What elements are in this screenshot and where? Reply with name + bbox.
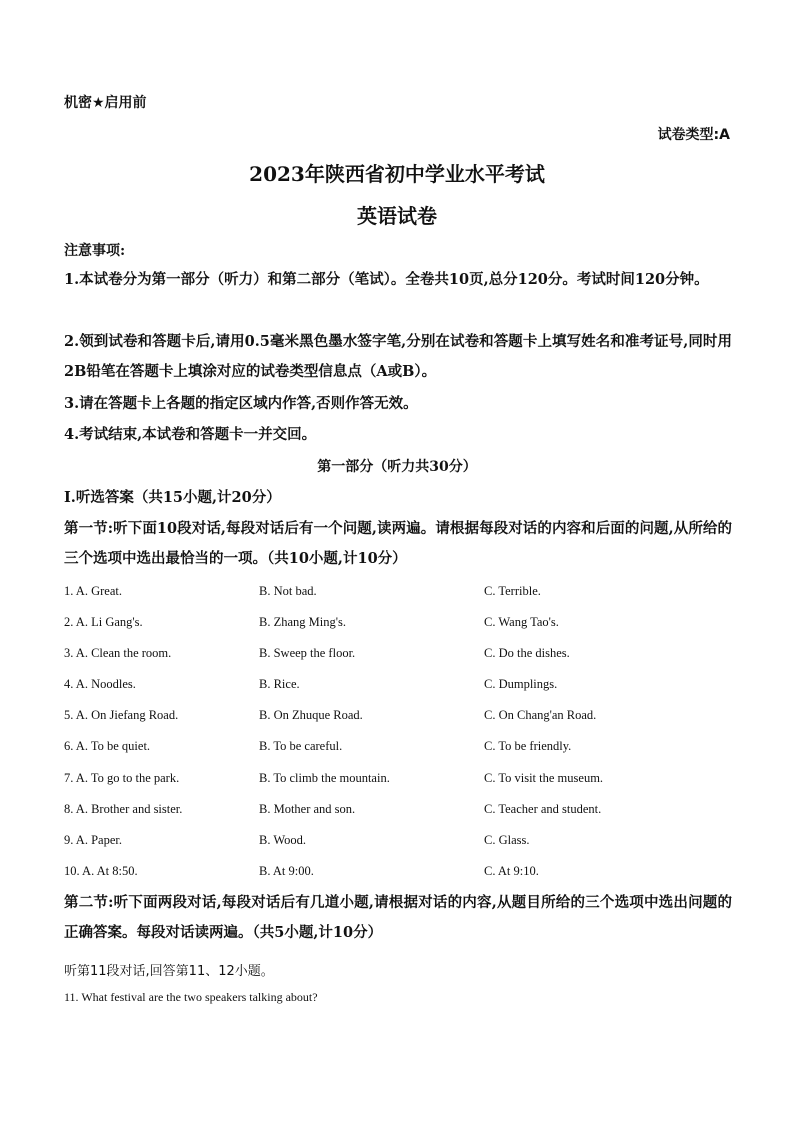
question-option-b: B. To be careful.: [259, 739, 343, 753]
notice-item-4: 4.考试结束,本试卷和答题卡一并交回。: [64, 426, 317, 443]
question-option-c: C. Teacher and student.: [484, 802, 602, 816]
question-option-c: C. Terrible.: [484, 584, 541, 598]
question-option-a: 1. A. Great.: [64, 584, 122, 598]
question-option-a: 4. A. Noodles.: [64, 677, 136, 691]
question-option-a: 8. A. Brother and sister.: [64, 802, 183, 816]
question-option-c: C. Do the dishes.: [484, 646, 570, 660]
notice-item-3: 3.请在答题卡上各题的指定区域内作答,否则作答无效。: [64, 395, 418, 412]
part1-heading: 第一部分（听力共30分）: [317, 459, 477, 475]
question-option-c: C. On Chang'an Road.: [484, 708, 597, 722]
question-option-a: 3. A. Clean the room.: [64, 646, 172, 660]
question-option-b: B. Rice.: [259, 677, 300, 691]
question-option-b: B. To climb the mountain.: [259, 771, 390, 785]
question-option-b: B. Mother and son.: [259, 802, 356, 816]
notice-item-1: 1.本试卷分为第一部分（听力）和第二部分（笔试）。全卷共10页,总分120分。考试时间120分钟。: [64, 271, 709, 288]
exam-title: 2023年陕西省初中学业水平考试: [249, 162, 545, 186]
question-option-b: B. Not bad.: [259, 584, 317, 598]
question-option-c: C. To visit the museum.: [484, 771, 604, 785]
question-11: 11. What festival are the two speakers talking about?: [64, 990, 318, 1004]
question-option-a: 6. A. To be quiet.: [64, 739, 151, 753]
question-option-b: B. On Zhuque Road.: [259, 708, 363, 722]
notice-item-2: 2.领到试卷和答题卡后,请用0.5毫米黑色墨水签字笔,分别在试卷和答题卡上填写姓名和准考证号,同时用2B铅笔在答题卡上填涂对应的试卷类型信息点（A或B）。: [64, 333, 732, 380]
notice-heading: 注意事项:: [64, 243, 126, 259]
question-option-c: C. Dumplings.: [484, 677, 558, 691]
question-option-a: 9. A. Paper.: [64, 833, 122, 847]
dialog-note: 听第11段对话,回答第11、12小题。: [64, 964, 274, 979]
question-option-a: 10. A. At 8:50.: [64, 864, 138, 878]
section-title: I.听选答案（共15小题,计20分）: [64, 489, 281, 506]
question-option-c: C. At 9:10.: [484, 864, 539, 878]
paper-type-label: 试卷类型:A: [657, 127, 730, 143]
question-option-b: B. Zhang Ming's.: [259, 615, 346, 629]
question-option-c: C. Glass.: [484, 833, 530, 847]
confidential-label: 机密★启用前: [64, 95, 147, 111]
question-option-a: 5. A. On Jiefang Road.: [64, 708, 179, 722]
question-option-b: B. Sweep the floor.: [259, 646, 356, 660]
question-option-b: B. Wood.: [259, 833, 307, 847]
question-option-c: C. Wang Tao's.: [484, 615, 559, 629]
question-option-c: C. To be friendly.: [484, 739, 572, 753]
question-option-b: B. At 9:00.: [259, 864, 314, 878]
section1-instructions: 第一节:听下面10段对话,每段对话后有一个问题,读两遍。请根据每段对话的内容和后面的问题,从所给的三个选项中选出最恰当的一项。（共10小题,计10分）: [64, 520, 732, 567]
question-option-a: 7. A. To go to the park.: [64, 771, 180, 785]
section2-instructions: 第二节:听下面两段对话,每段对话后有几道小题,请根据对话的内容,从题目所给的三个选项中选出问题的正确答案。每段对话读两遍。（共5小题,计10分）: [64, 894, 732, 941]
question-option-a: 2. A. Li Gang's.: [64, 615, 143, 629]
exam-subtitle: 英语试卷: [357, 204, 437, 228]
